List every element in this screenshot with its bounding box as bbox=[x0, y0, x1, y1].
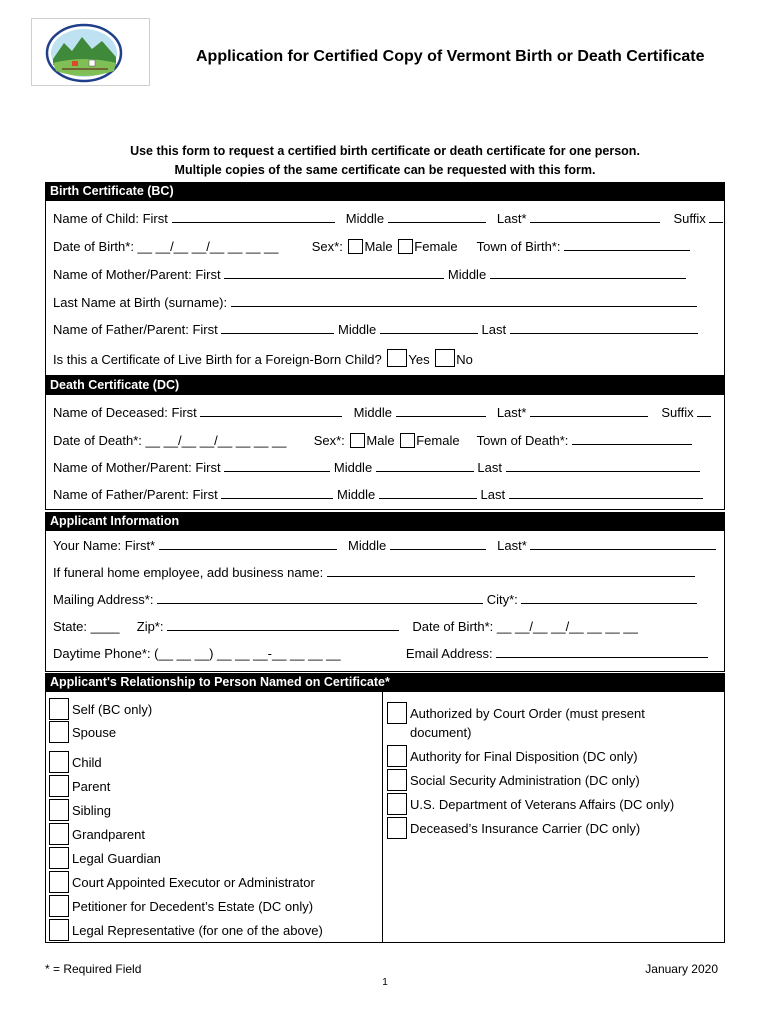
last-name-at-birth-field[interactable] bbox=[231, 294, 697, 307]
death-mother-last-field[interactable] bbox=[506, 459, 700, 472]
daytime-phone-field[interactable]: Daytime Phone*: (__ __ __) __ __ __-__ __ __ __ bbox=[53, 646, 341, 661]
child-suffix-field[interactable] bbox=[709, 210, 723, 223]
birth-female-label: Female bbox=[414, 239, 458, 254]
zip-label: Zip*: bbox=[136, 619, 164, 634]
birth-father-middle-label: Middle bbox=[337, 322, 377, 337]
legal-representative-checkbox[interactable] bbox=[49, 919, 69, 941]
child-last-label: Last* bbox=[496, 211, 527, 226]
foreign-no-checkbox[interactable] bbox=[435, 349, 455, 367]
death-father-first-field[interactable] bbox=[221, 486, 333, 499]
applicant-information-section bbox=[45, 512, 725, 672]
deceased-last-label: Last* bbox=[496, 405, 527, 420]
death-section-header: Death Certificate (DC) bbox=[45, 376, 725, 395]
veterans-affairs-label: U.S. Department of Veterans Affairs (DC only) bbox=[410, 797, 675, 812]
deceased-suffix-label: Suffix bbox=[661, 405, 694, 420]
applicant-middle-label: Middle bbox=[347, 538, 387, 553]
birth-section-header: Birth Certificate (BC) bbox=[45, 182, 725, 201]
funeral-home-label: If funeral home employee, add business name: bbox=[53, 565, 324, 580]
deceased-last-field[interactable] bbox=[530, 404, 648, 417]
death-mother-middle-label: Middle bbox=[333, 460, 373, 475]
applicant-last-field[interactable] bbox=[530, 537, 716, 550]
death-female-label: Female bbox=[416, 433, 460, 448]
foreign-no-label: No bbox=[456, 352, 473, 367]
death-father-last-label: Last bbox=[480, 487, 506, 502]
child-last-field[interactable] bbox=[530, 210, 660, 223]
parent-checkbox[interactable] bbox=[49, 775, 69, 797]
child-middle-label: Middle bbox=[345, 211, 385, 226]
deceased-first-field[interactable] bbox=[200, 404, 342, 417]
birth-sex-label: Sex*: bbox=[311, 239, 343, 254]
death-father-middle-label: Middle bbox=[336, 487, 376, 502]
birth-father-last-label: Last bbox=[481, 322, 507, 337]
birth-mother-first-label: Name of Mother/Parent: First bbox=[53, 267, 221, 282]
column-divider bbox=[382, 692, 383, 942]
child-checkbox[interactable] bbox=[49, 751, 69, 773]
petitioner-checkbox[interactable] bbox=[49, 895, 69, 917]
logo bbox=[31, 18, 150, 86]
foreign-born-question: Is this a Certificate of Live Birth for a Foreign-Born Child? bbox=[53, 352, 382, 367]
court-order-label: Authorized by Court Order (must present bbox=[410, 706, 645, 721]
grandparent-label: Grandparent bbox=[72, 827, 145, 842]
city-field[interactable] bbox=[521, 591, 697, 604]
relationship-section-header: Applicant's Relationship to Person Named on Certificate* bbox=[45, 673, 725, 692]
deceased-first-label: Name of Deceased: First bbox=[53, 405, 197, 420]
form-title: Application for Certified Copy of Vermont Birth or Death Certificate bbox=[196, 48, 705, 65]
form-date: January 2020 bbox=[645, 962, 718, 976]
foreign-yes-checkbox[interactable] bbox=[387, 349, 407, 367]
applicant-middle-field[interactable] bbox=[390, 537, 486, 550]
birth-female-checkbox[interactable] bbox=[398, 239, 413, 254]
spouse-checkbox[interactable] bbox=[49, 721, 69, 743]
veterans-affairs-checkbox[interactable] bbox=[387, 793, 407, 815]
death-father-first-label: Name of Father/Parent: First bbox=[53, 487, 218, 502]
applicant-dob-field[interactable]: Date of Birth*: __ __/__ __/__ __ __ __ bbox=[412, 619, 638, 634]
applicant-last-label: Last* bbox=[497, 538, 527, 553]
self-label: Self (BC only) bbox=[72, 702, 153, 717]
insurance-carrier-checkbox[interactable] bbox=[387, 817, 407, 839]
final-disposition-label: Authority for Final Disposition (DC only) bbox=[410, 749, 638, 764]
death-male-label: Male bbox=[366, 433, 395, 448]
child-first-label: Name of Child: First bbox=[53, 211, 168, 226]
birth-dob-field[interactable]: Date of Birth*: __ __/__ __/__ __ __ __ bbox=[53, 239, 279, 254]
death-town-field[interactable] bbox=[572, 432, 692, 445]
birth-mother-middle-label: Middle bbox=[447, 267, 487, 282]
death-certificate-section bbox=[45, 376, 725, 510]
washington-vermont-seal bbox=[32, 19, 149, 85]
death-dod-field[interactable]: Date of Death*: __ __/__ __/__ __ __ __ bbox=[53, 433, 287, 448]
insurance-carrier-label: Deceased’s Insurance Carrier (DC only) bbox=[410, 821, 641, 836]
page-number: 1 bbox=[382, 977, 388, 988]
zip-field[interactable] bbox=[167, 618, 399, 631]
deceased-suffix-field[interactable] bbox=[697, 404, 711, 417]
deceased-middle-label: Middle bbox=[353, 405, 392, 420]
mailing-address-field[interactable] bbox=[157, 591, 483, 604]
birth-male-checkbox[interactable] bbox=[348, 239, 363, 254]
grandparent-checkbox[interactable] bbox=[49, 823, 69, 845]
birth-town-field[interactable] bbox=[564, 238, 690, 251]
court-order-label-cont: document) bbox=[410, 725, 472, 740]
death-father-middle-field[interactable] bbox=[379, 486, 477, 499]
legal-guardian-label: Legal Guardian bbox=[72, 851, 161, 866]
final-disposition-checkbox[interactable] bbox=[387, 745, 407, 767]
city-label: City*: bbox=[486, 592, 518, 607]
death-mother-last-label: Last bbox=[477, 460, 502, 475]
birth-mother-first-field[interactable] bbox=[224, 266, 444, 279]
state-field[interactable]: State: ____ bbox=[53, 619, 120, 634]
birth-father-first-label: Name of Father/Parent: First bbox=[53, 322, 218, 337]
parent-label: Parent bbox=[72, 779, 111, 794]
birth-certificate-section bbox=[45, 182, 725, 376]
birth-male-label: Male bbox=[364, 239, 393, 254]
death-father-last-field[interactable] bbox=[509, 486, 703, 499]
mailing-address-label: Mailing Address*: bbox=[53, 592, 154, 607]
child-suffix-label: Suffix bbox=[673, 211, 706, 226]
social-security-checkbox[interactable] bbox=[387, 769, 407, 791]
death-sex-label: Sex*: bbox=[313, 433, 345, 448]
birth-mother-middle-field[interactable] bbox=[490, 266, 686, 279]
executor-checkbox[interactable] bbox=[49, 871, 69, 893]
required-field-note: * = Required Field bbox=[45, 962, 142, 976]
birth-father-first-field[interactable] bbox=[221, 321, 334, 334]
birth-father-middle-field[interactable] bbox=[380, 321, 478, 334]
death-town-label: Town of Death*: bbox=[476, 433, 569, 448]
applicant-first-field[interactable] bbox=[159, 537, 337, 550]
applicant-section-header: Applicant Information bbox=[45, 512, 725, 531]
petitioner-label: Petitioner for Decedent’s Estate (DC only) bbox=[72, 899, 314, 914]
death-mother-middle-field[interactable] bbox=[376, 459, 474, 472]
sibling-label: Sibling bbox=[72, 803, 112, 818]
deceased-middle-field[interactable] bbox=[396, 404, 486, 417]
death-male-checkbox[interactable] bbox=[350, 433, 365, 448]
funeral-home-field[interactable] bbox=[327, 564, 695, 577]
court-order-checkbox[interactable] bbox=[387, 702, 407, 724]
sibling-checkbox[interactable] bbox=[49, 799, 69, 821]
executor-label: Court Appointed Executor or Administrator bbox=[72, 875, 315, 890]
relationship-section bbox=[45, 673, 725, 943]
child-middle-field[interactable] bbox=[388, 210, 486, 223]
legal-representative-label: Legal Representative (for one of the above) bbox=[72, 923, 323, 938]
email-label: Email Address: bbox=[405, 646, 493, 661]
child-first-field[interactable] bbox=[172, 210, 335, 223]
birth-father-last-field[interactable] bbox=[510, 321, 698, 334]
applicant-first-label: Your Name: First* bbox=[53, 538, 156, 553]
self-checkbox[interactable] bbox=[49, 698, 69, 720]
email-field[interactable] bbox=[496, 645, 708, 658]
child-label: Child bbox=[72, 755, 102, 770]
death-mother-first-field[interactable] bbox=[224, 459, 330, 472]
foreign-yes-label: Yes bbox=[408, 352, 430, 367]
intro-line-1: Use this form to request a certified birth certificate or death certificate for one person. bbox=[130, 144, 640, 158]
death-mother-first-label: Name of Mother/Parent: First bbox=[53, 460, 221, 475]
birth-town-label: Town of Birth*: bbox=[476, 239, 561, 254]
death-female-checkbox[interactable] bbox=[400, 433, 415, 448]
intro-line-2: Multiple copies of the same certificate can be requested with this form. bbox=[174, 163, 596, 177]
last-name-at-birth-label: Last Name at Birth (surname): bbox=[53, 295, 228, 310]
spouse-label: Spouse bbox=[72, 725, 117, 740]
social-security-label: Social Security Administration (DC only) bbox=[410, 773, 640, 788]
legal-guardian-checkbox[interactable] bbox=[49, 847, 69, 869]
